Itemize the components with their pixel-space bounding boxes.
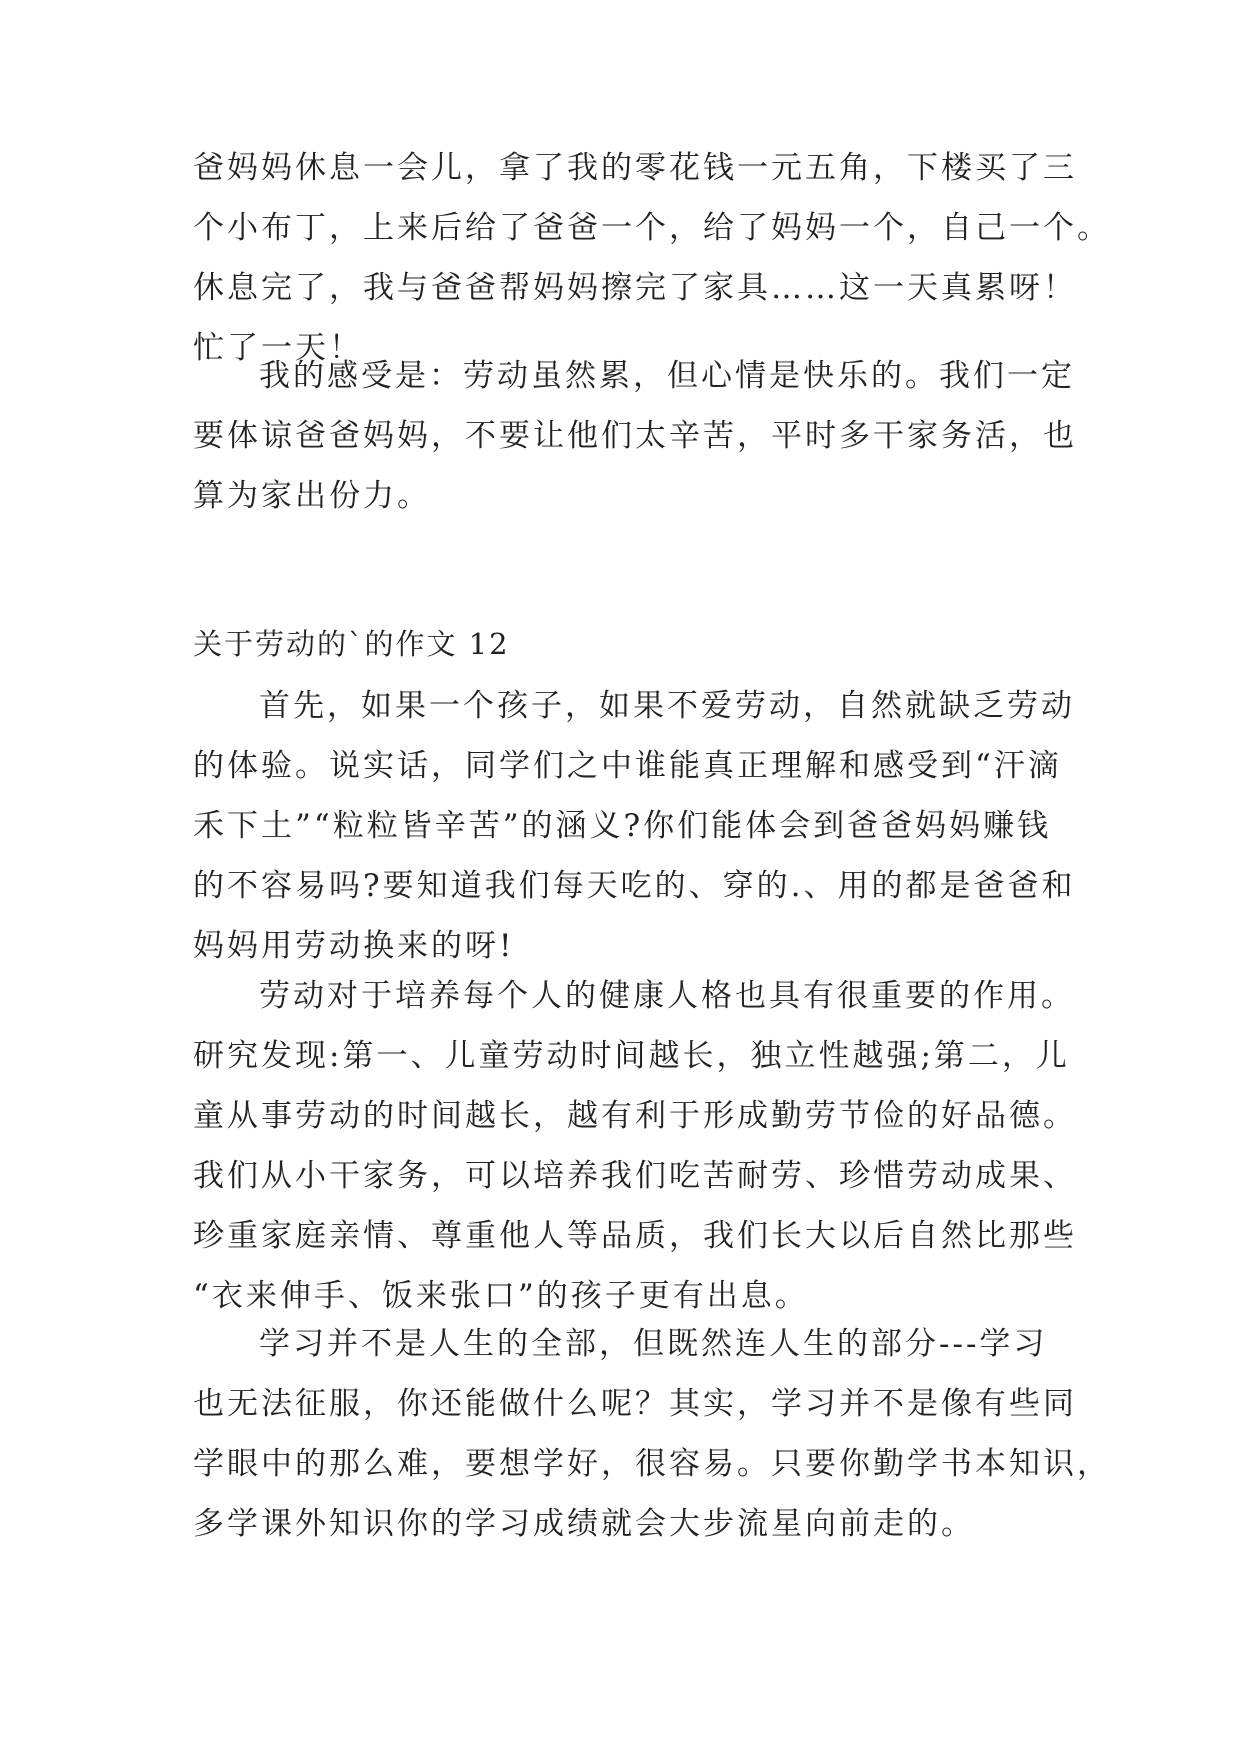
text-line: 童从事劳动的时间越长，越有利于形成勤劳节俭的好品德。 (193, 1098, 1077, 1134)
text-line: “衣来伸手、饭来张口”的孩子更有出息。 (193, 1278, 809, 1314)
paragraph-1 (193, 138, 1111, 378)
text-line: 休息完了，我与爸爸帮妈妈擦完了家具……这一天真累呀！ (193, 270, 1077, 306)
text-line: 的不容易吗?要知道我们每天吃的、穿的.、用的都是爸爸和 (193, 868, 1076, 904)
section-heading (193, 614, 1073, 674)
text-line: 忙了一天！ (193, 330, 363, 366)
paragraph-3 (193, 676, 1076, 976)
text-line: 多学课外知识你的学习成绩就会大步流星向前走的。 (193, 1506, 975, 1542)
text-line: 我的感受是：劳动虽然累，但心情是快乐的。我们一定 (259, 358, 1075, 394)
text-line: 爸妈妈休息一会儿，拿了我的零花钱一元五角，下楼买了三 (193, 150, 1077, 186)
paragraph-5 (193, 1314, 1111, 1554)
text-line: 也无法征服，你还能做什么呢？其实，学习并不是像有些同 (193, 1386, 1077, 1422)
text-line: 学眼中的那么难，要想学好，很容易。只要你勤学书本知识， (193, 1446, 1111, 1482)
text-line: 劳动对于培养每个人的健康人格也具有很重要的作用。 (259, 978, 1075, 1014)
text-line: 珍重家庭亲情、尊重他人等品质，我们长大以后自然比那些 (193, 1218, 1077, 1254)
text-line: 算为家出份力。 (193, 478, 431, 514)
text-line: 妈妈用劳动换来的呀! (193, 928, 515, 964)
text-line: 学习并不是人生的全部，但既然连人生的部分---学习 (259, 1326, 1048, 1362)
paragraph-4 (193, 966, 1077, 1326)
text-line: 研究发现:第一、儿童劳动时间越长，独立性越强;第二，儿 (193, 1038, 1070, 1074)
text-line: 个小布丁，上来后给了爸爸一个，给了妈妈一个，自己一个。 (193, 210, 1111, 246)
heading-text: 关于劳动的`的作文 12 (193, 627, 510, 661)
text-line: 的体验。说实话，同学们之中谁能真正理解和感受到“汗滴 (193, 748, 1062, 784)
paragraph-2 (193, 346, 1077, 526)
text-line: 我们从小干家务，可以培养我们吃苦耐劳、珍惜劳动成果、 (193, 1158, 1077, 1194)
text-line: 首先，如果一个孩子，如果不爱劳动，自然就缺乏劳动 (259, 688, 1075, 724)
text-line: 禾下土”“粒粒皆辛苦”的涵义?你们能体会到爸爸妈妈赚钱 (193, 808, 1052, 844)
text-line: 要体谅爸爸妈妈，不要让他们太辛苦，平时多干家务活，也 (193, 418, 1077, 454)
